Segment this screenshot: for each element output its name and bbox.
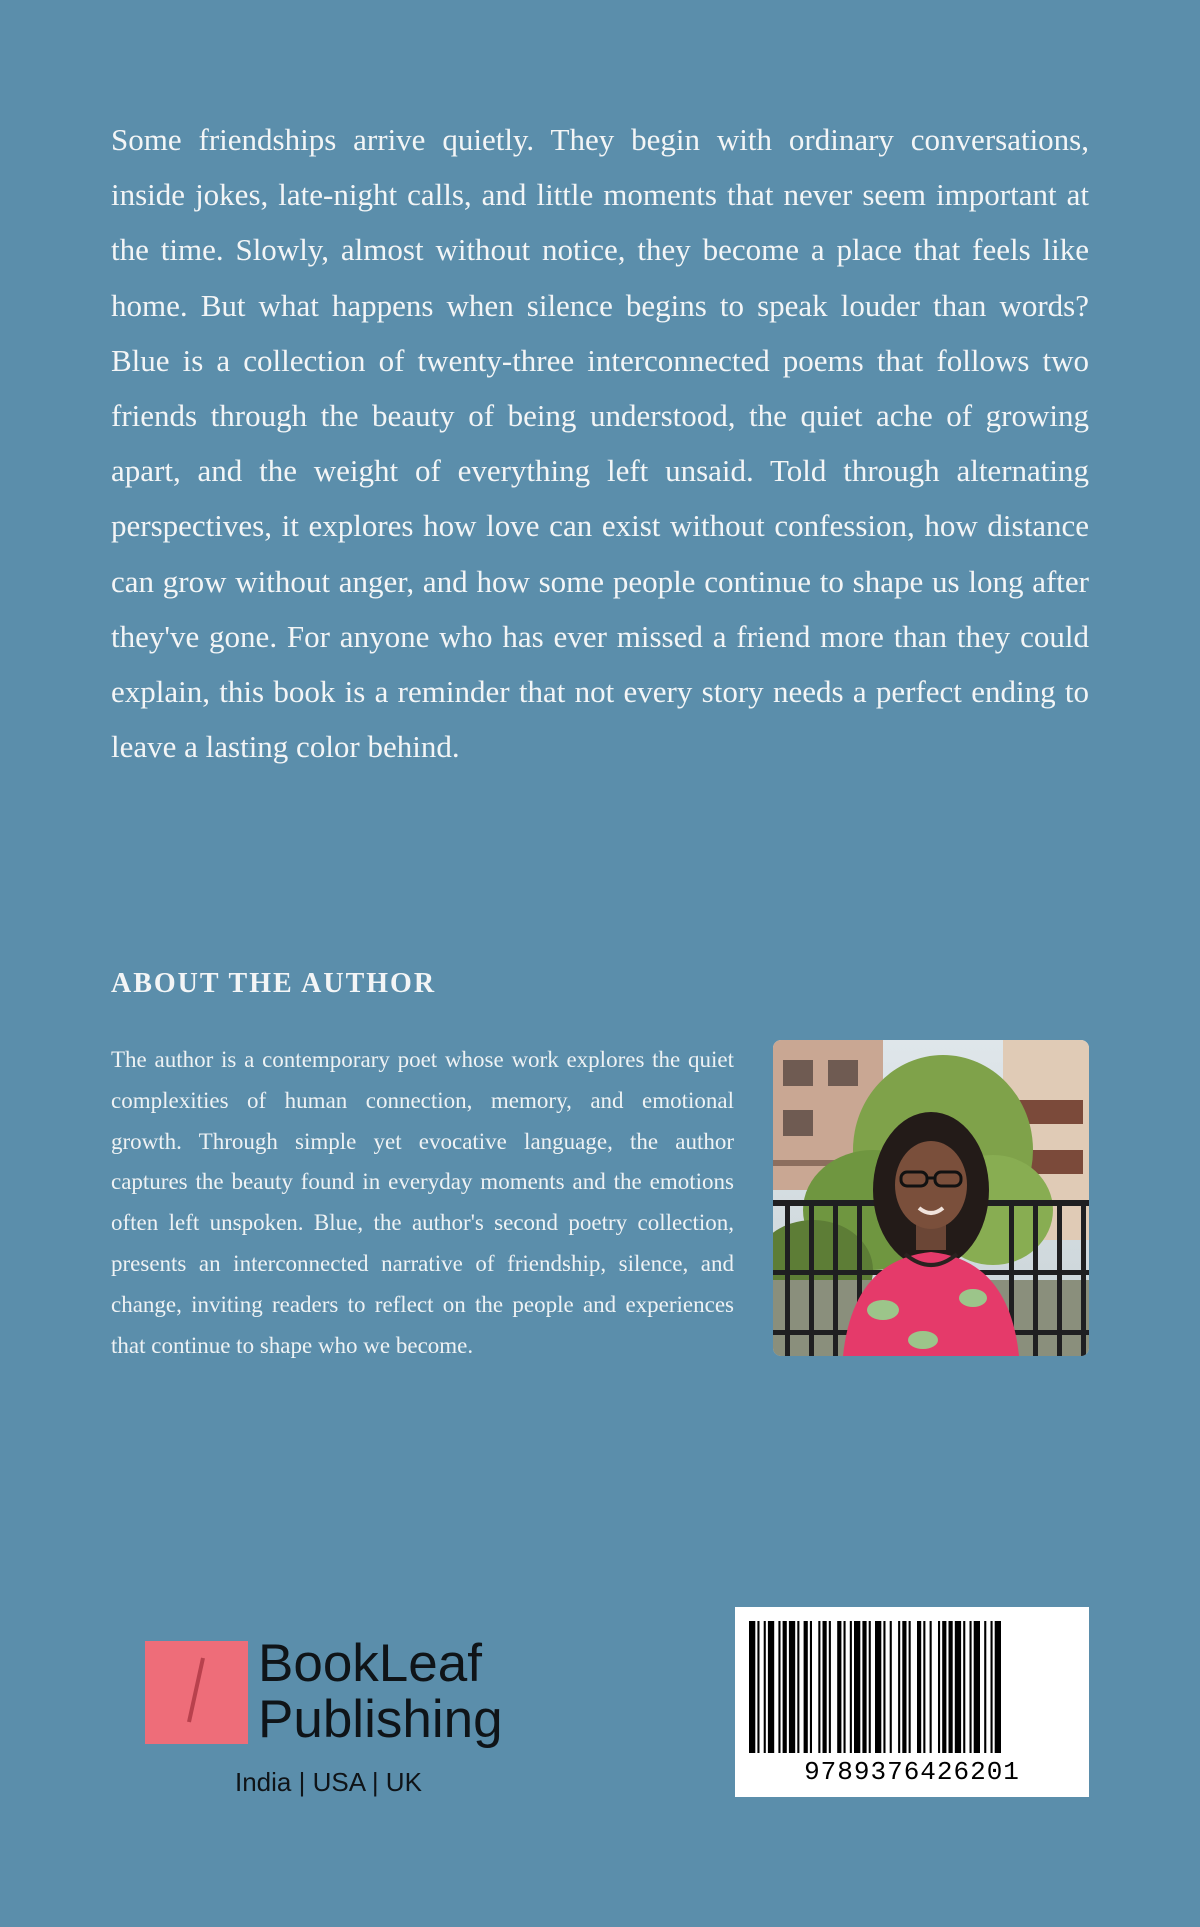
barcode-bar: [862, 1621, 866, 1753]
barcode-bar: [854, 1621, 860, 1753]
barcode-bar: [797, 1621, 799, 1753]
isbn-barcode: [735, 1607, 1089, 1797]
isbn-number: 9789376426201: [804, 1757, 1020, 1787]
barcode-bar: [875, 1621, 881, 1753]
barcode-bar: [778, 1621, 780, 1753]
barcode-bar: [829, 1621, 831, 1753]
barcode-bar: [850, 1621, 852, 1753]
barcode-bar: [938, 1621, 940, 1753]
publisher-name-line2: Publishing: [258, 1690, 503, 1749]
barcode-bar: [804, 1621, 808, 1753]
barcode-bar: [909, 1621, 911, 1753]
barcode-bar: [823, 1621, 827, 1753]
publisher-logo: [145, 1636, 525, 1796]
barcode-bar: [789, 1621, 795, 1753]
about-author-text: The author is a contemporary poet whose work explores the quiet complexities of human connection, memory, and emotional growth. Through simple yet evocative language, the author captures the beauty found in everyday moments and the emotions often left unspoken. Blue, the author's second poetry collection, presents an interconnected narrative of friendship, silence, and change, inviting readers to reflect on the people and experiences that continue to shape who we become.: [111, 1047, 734, 1358]
back-cover-blurb: Some friendships arrive quietly. They begin with ordinary conversations, inside jokes, late-night calls, and little moments that never seem important at the time. Slowly, almost without notice, they become a place that feels like home. But what happens when silence begins to speak louder than words? Blue is a collection of twenty-three interconnected poems that follows two friends through the beauty of being understood, the quiet ache of growing apart, and the weight of everything left unsaid. Told through alternating perspectives, it explores how love can exist without confession, how distance can grow without anger, and how some people continue to shape us long after they've gone. For anyone who has ever missed a friend more than they could explain, this book is a reminder that not every story needs a perfect ending to leave a lasting color behind.: [111, 122, 1089, 765]
barcode-bars: [749, 1621, 1075, 1753]
publisher-regions: India | USA | UK: [235, 1767, 422, 1797]
barcode-bar: [923, 1621, 925, 1753]
barcode-bar: [984, 1621, 986, 1753]
barcode-bar: [917, 1621, 921, 1753]
barcode-bar: [749, 1621, 755, 1753]
publisher-name-line1: BookLeaf: [258, 1634, 482, 1693]
barcode-bar: [890, 1621, 892, 1753]
barcode-bar: [869, 1621, 871, 1753]
barcode-bar: [810, 1621, 812, 1753]
barcode-bar: [768, 1621, 774, 1753]
barcode-bar: [783, 1621, 787, 1753]
barcode-bar: [995, 1621, 1001, 1753]
barcode-bar: [970, 1621, 972, 1753]
barcode-bar: [974, 1621, 980, 1753]
barcode-bar: [898, 1621, 900, 1753]
barcode-bar: [883, 1621, 885, 1753]
publisher-name: [258, 1636, 503, 1748]
barcode-bar: [991, 1621, 993, 1753]
barcode-bar: [837, 1621, 841, 1753]
barcode-bar: [955, 1621, 961, 1753]
barcode-bar: [902, 1621, 906, 1753]
barcode-bar: [764, 1621, 766, 1753]
barcode-bar: [942, 1621, 946, 1753]
about-author-heading: ABOUT THE AUTHOR: [111, 968, 437, 999]
barcode-bar: [963, 1621, 965, 1753]
barcode-bar: [949, 1621, 953, 1753]
barcode-bar: [757, 1621, 759, 1753]
barcode-bar: [818, 1621, 820, 1753]
author-photo: [773, 1040, 1089, 1356]
barcode-bar: [844, 1621, 846, 1753]
barcode-bar: [930, 1621, 932, 1753]
logo-slash-icon: [145, 1636, 248, 1739]
